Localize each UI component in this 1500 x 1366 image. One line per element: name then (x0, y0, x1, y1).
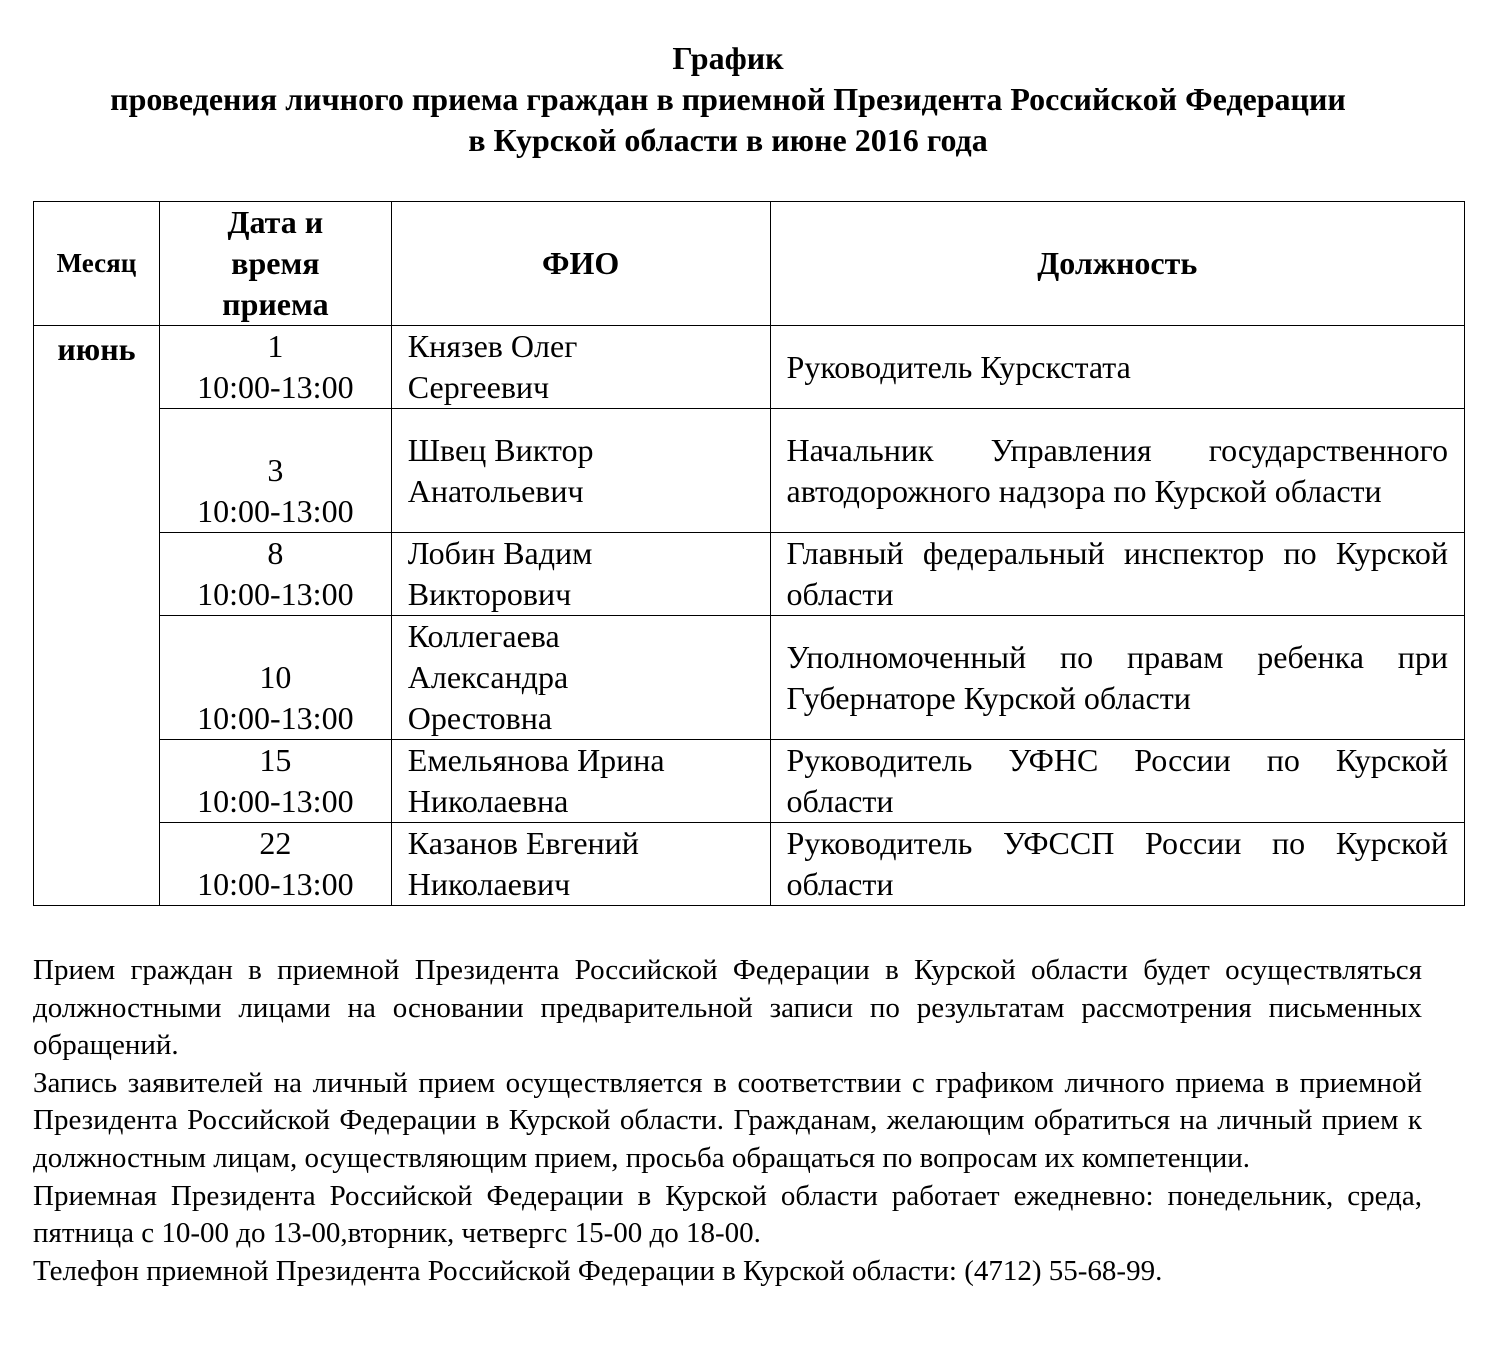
date-time: 10:00-13:00 (197, 700, 354, 736)
fio-line: Лобин Вадим (407, 535, 593, 571)
position-cell: Руководитель УФССП России по Курской области (770, 823, 1464, 906)
header-date-line-3: приема (222, 286, 329, 322)
fio-cell (391, 823, 770, 906)
title-line-3: в Курской области в июне 2016 года (468, 122, 988, 158)
position-cell: Главный федеральный инспектор по Курской области (770, 533, 1464, 616)
header-date-time (159, 202, 391, 326)
date-day: 8 (267, 535, 284, 571)
header-fio: ФИО (391, 202, 770, 326)
date-day: 15 (259, 742, 292, 778)
date-cell (159, 823, 391, 906)
table-row (34, 326, 1465, 409)
fio-line: Казанов Евгений (407, 825, 639, 861)
fio-cell (391, 533, 770, 616)
position-cell: Уполномоченный по правам ребенка при Губернаторе Курской области (770, 616, 1464, 740)
position-cell: Руководитель Курскстата (770, 326, 1464, 409)
fio-cell (391, 740, 770, 823)
fio-line: Викторович (407, 576, 572, 612)
date-time: 10:00-13:00 (197, 369, 354, 405)
schedule-table (33, 201, 1465, 906)
fio-cell (391, 616, 770, 740)
fio-line: Швец Виктор (407, 431, 594, 468)
fio-line: Анатольевич (407, 472, 584, 509)
date-time: 10:00-13:00 (197, 576, 354, 612)
note-paragraph-phone: Телефон приемной Президента Российской Федерации в Курской области: (4712) 55-68-99. (33, 1254, 1163, 1287)
fio-line: Емельянова Ирина (407, 742, 665, 778)
title-line-2: проведения личного приема граждан в приемной Президента Российской Федерации (110, 81, 1346, 117)
notes-section (33, 952, 1422, 1290)
table-row (34, 740, 1465, 823)
table-header-row (34, 202, 1465, 326)
date-day: 1 (267, 328, 284, 364)
fio-line: Орестовна (407, 700, 553, 736)
date-cell (159, 409, 391, 533)
date-day: 10 (259, 659, 292, 695)
title-line-1: График (672, 40, 784, 76)
fio-line: Александра (407, 659, 569, 695)
header-month: Месяц (34, 202, 160, 326)
table-row (34, 823, 1465, 906)
position-cell: Руководитель УФНС России по Курской области (770, 740, 1464, 823)
date-day: 22 (259, 825, 292, 861)
document-title (0, 38, 1456, 161)
date-time: 10:00-13:00 (197, 783, 354, 819)
note-paragraph-2: Запись заявителей на личный прием осуществляется в соответствии с графиком личного приема в приемной Президента Российской Федерации в Курской области. Гражданам, желающим обратиться на личный прием к должностным лицам, осуществляющим прием, просьба обращаться по вопросам их компетенции. (33, 1066, 1422, 1174)
date-cell (159, 740, 391, 823)
note-paragraph-1: Прием граждан в приемной Президента Российской Федерации в Курской области будет осуществляться должностными лицами на основании предварительной записи по результатам рассмотрения письменных обращений. (33, 954, 1422, 1062)
header-position: Должность (770, 202, 1464, 326)
fio-cell (391, 326, 770, 409)
table-row (34, 533, 1465, 616)
table-row (34, 616, 1465, 740)
date-cell (159, 616, 391, 740)
header-date-line-1: Дата и (227, 204, 324, 240)
header-date-line-2: время (231, 245, 320, 281)
fio-line: Николаевна (407, 783, 569, 819)
date-time: 10:00-13:00 (197, 493, 354, 529)
month-cell: июнь (34, 326, 160, 906)
date-cell (159, 326, 391, 409)
position-cell: Начальник Управления государственного автодорожного надзора по Курской области (770, 409, 1464, 533)
date-day: 3 (267, 452, 284, 488)
date-cell (159, 533, 391, 616)
date-time: 10:00-13:00 (197, 866, 354, 902)
fio-line: Сергеевич (407, 369, 550, 405)
fio-line: Коллегаева (407, 618, 560, 654)
note-paragraph-3: Приемная Президента Российской Федерации в Курской области работает ежедневно: понедельник, среда, пятница с 10-00 до 13-00,вторник, четвергс 15-00 до 18-00. (33, 1179, 1422, 1250)
table-row (34, 409, 1465, 533)
fio-cell (391, 409, 770, 533)
fio-line: Князев Олег (407, 328, 578, 364)
fio-line: Николаевич (407, 866, 571, 902)
